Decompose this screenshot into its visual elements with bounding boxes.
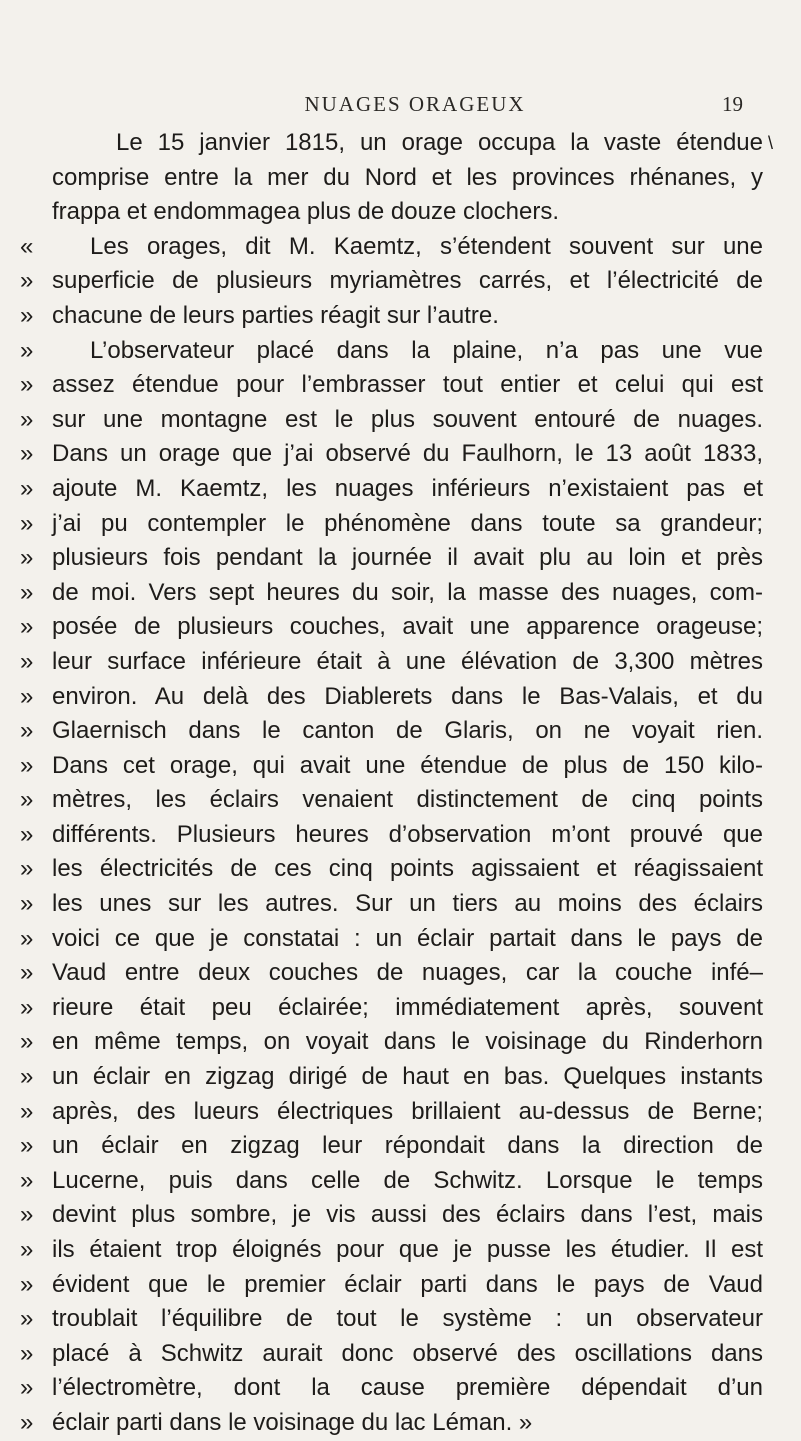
line-text: j’ai pu contempler le phénomène dans toute sa grandeur; [52,509,763,537]
text-line [20,1371,780,1406]
quote-mark: » [20,682,34,710]
text-line [20,472,780,507]
line-text: Dans un orage que j’ai observé du Faulhorn, le 13 août 1833, [52,440,763,468]
quote-mark: » [20,440,34,468]
quote-mark: » [20,959,34,987]
quote-mark: » [20,578,34,606]
text-line [20,1095,780,1130]
line-text: mètres, les éclairs venaient distinctement de cinq points [52,786,763,814]
line-text: frappa et endommagea plus de douze clochers. [52,198,559,226]
quote-mark: » [20,717,34,745]
text-line [20,783,780,818]
quote-mark: » [20,371,34,399]
line-text: éclair parti dans le voisinage du lac Léman. » [52,1408,533,1436]
text-line [20,922,780,957]
text-line [20,956,780,991]
text-line [20,887,780,922]
line-text: les unes sur les autres. Sur un tiers au moins des éclairs [52,890,763,918]
text-line [20,991,780,1026]
quote-mark: » [20,820,34,848]
text-line [20,576,780,611]
text-line [20,1129,780,1164]
line-text: différents. Plusieurs heures d’observation m’ont prouvé que [52,820,763,848]
line-text: sur une montagne est le plus souvent entouré de nuages. [52,405,763,433]
quote-mark: » [20,1132,34,1160]
quote-mark: » [20,267,34,295]
text-line [20,1198,780,1233]
line-text: ils étaient trop éloignés pour que je pusse les étudier. Il est [52,1236,763,1263]
quote-mark: » [20,474,34,502]
text-line [20,610,780,645]
quote-mark: » [20,613,34,641]
text-line [20,680,780,715]
line-text: assez étendue pour l’embrasser tout entier et celui qui est [52,371,763,399]
quote-mark: » [20,924,34,952]
line-text: de moi. Vers sept heures du soir, la masse des nuages, com- [52,578,763,606]
text-line [20,299,780,334]
line-text: Vaud entre deux couches de nuages, car la couche infé– [52,959,763,987]
line-text: évident que le premier éclair parti dans le pays de Vaud [52,1270,763,1298]
text-line [20,507,780,542]
quote-mark: » [20,1305,34,1333]
text-line [20,126,780,161]
margin-mark: \ [768,133,774,153]
text-line [20,1164,780,1199]
text-line [20,1302,780,1337]
quote-mark: « [20,232,34,260]
line-text: Les orages, dit M. Kaemtz, s’étendent souvent sur une [90,232,763,260]
line-text: les électricités de ces cinq points agissaient et réagissaient [52,855,763,883]
text-line [20,1406,780,1441]
quote-mark: » [20,509,34,537]
text-line [20,714,780,749]
quote-mark: » [20,301,34,329]
quote-mark: » [20,890,34,918]
quote-mark: » [20,855,34,883]
quote-mark: » [20,336,34,364]
quote-mark: » [20,1339,34,1367]
text-line [20,541,780,576]
text-line [20,1268,780,1303]
quote-mark: » [20,1063,34,1091]
line-text: ajoute M. Kaemtz, les nuages inférieurs n’existaient pas et [52,474,763,502]
quote-mark: » [20,1236,34,1263]
text-line [20,818,780,853]
quote-mark: » [20,1097,34,1125]
line-text: un éclair en zigzag leur répondait dans la direction de [52,1132,763,1160]
text-line [20,852,780,887]
line-text: L’observateur placé dans la plaine, n’a pas une vue [90,336,763,364]
line-text: environ. Au delà des Diablerets dans le Bas-Valais, et du [52,682,763,710]
line-text: Lucerne, puis dans celle de Schwitz. Lorsque le temps [52,1166,763,1194]
quote-mark: » [20,647,34,675]
text-line [20,334,780,369]
text-line [20,1337,780,1372]
line-text: plusieurs fois pendant la journée il avait plu au loin et près [52,544,763,572]
text-line [20,645,780,680]
line-text: placé à Schwitz aurait donc observé des oscillations dans [52,1339,763,1367]
text-line [20,749,780,784]
running-head [0,92,801,122]
line-text: rieure était peu éclairée; immédiatement après, souvent [52,993,763,1021]
line-text: après, des lueurs électriques brillaient au-dessus de Berne; [52,1097,763,1125]
line-text: troublait l’équilibre de tout le système : un observateur [52,1305,763,1333]
quote-mark: » [20,993,34,1021]
body-text [20,126,780,1441]
line-text: posée de plusieurs couches, avait une apparence orageuse; [52,613,763,641]
line-text: comprise entre la mer du Nord et les provinces rhénanes, y [52,163,763,191]
quote-mark: » [20,1374,34,1402]
text-line [20,403,780,438]
line-text: leur surface inférieure était à une élévation de 3,300 mètres [52,647,763,675]
page-number: 19 [722,92,743,116]
quote-mark: » [20,544,34,572]
quote-mark: » [20,405,34,433]
quote-mark: » [20,1028,34,1056]
line-text: Le 15 janvier 1815, un orage occupa la vaste étendue [116,129,763,156]
line-text: un éclair en zigzag dirigé de haut en bas. Quelques instants [52,1063,763,1091]
quote-mark: » [20,751,34,779]
text-line [20,230,780,265]
quote-mark: » [20,1408,34,1436]
line-text: Glaernisch dans le canton de Glaris, on ne voyait rien. [52,717,763,745]
quote-mark: » [20,786,34,814]
line-text: Dans cet orage, qui avait une étendue de plus de 150 kilo- [52,751,763,779]
line-text: l’électromètre, dont la cause première dépendait d’un [52,1374,763,1402]
line-text: superficie de plusieurs myriamètres carrés, et l’électricité de [52,267,763,295]
text-line [20,1025,780,1060]
text-line [20,161,780,196]
line-text: en même temps, on voyait dans le voisinage du Rinderhorn [52,1028,763,1056]
text-line [20,368,780,403]
text-line [20,264,780,299]
text-line [20,1060,780,1095]
line-text: devint plus sombre, je vis aussi des éclairs dans l’est, mais [52,1201,763,1229]
text-line [20,437,780,472]
text-line [20,1233,780,1268]
quote-mark: » [20,1270,34,1298]
running-title: NUAGES ORAGEUX [304,92,526,116]
text-line [20,195,780,230]
line-text: chacune de leurs parties réagit sur l’autre. [52,301,499,329]
line-text: voici ce que je constatai : un éclair partait dans le pays de [52,924,763,952]
quote-mark: » [20,1166,34,1194]
quote-mark: » [20,1201,34,1229]
